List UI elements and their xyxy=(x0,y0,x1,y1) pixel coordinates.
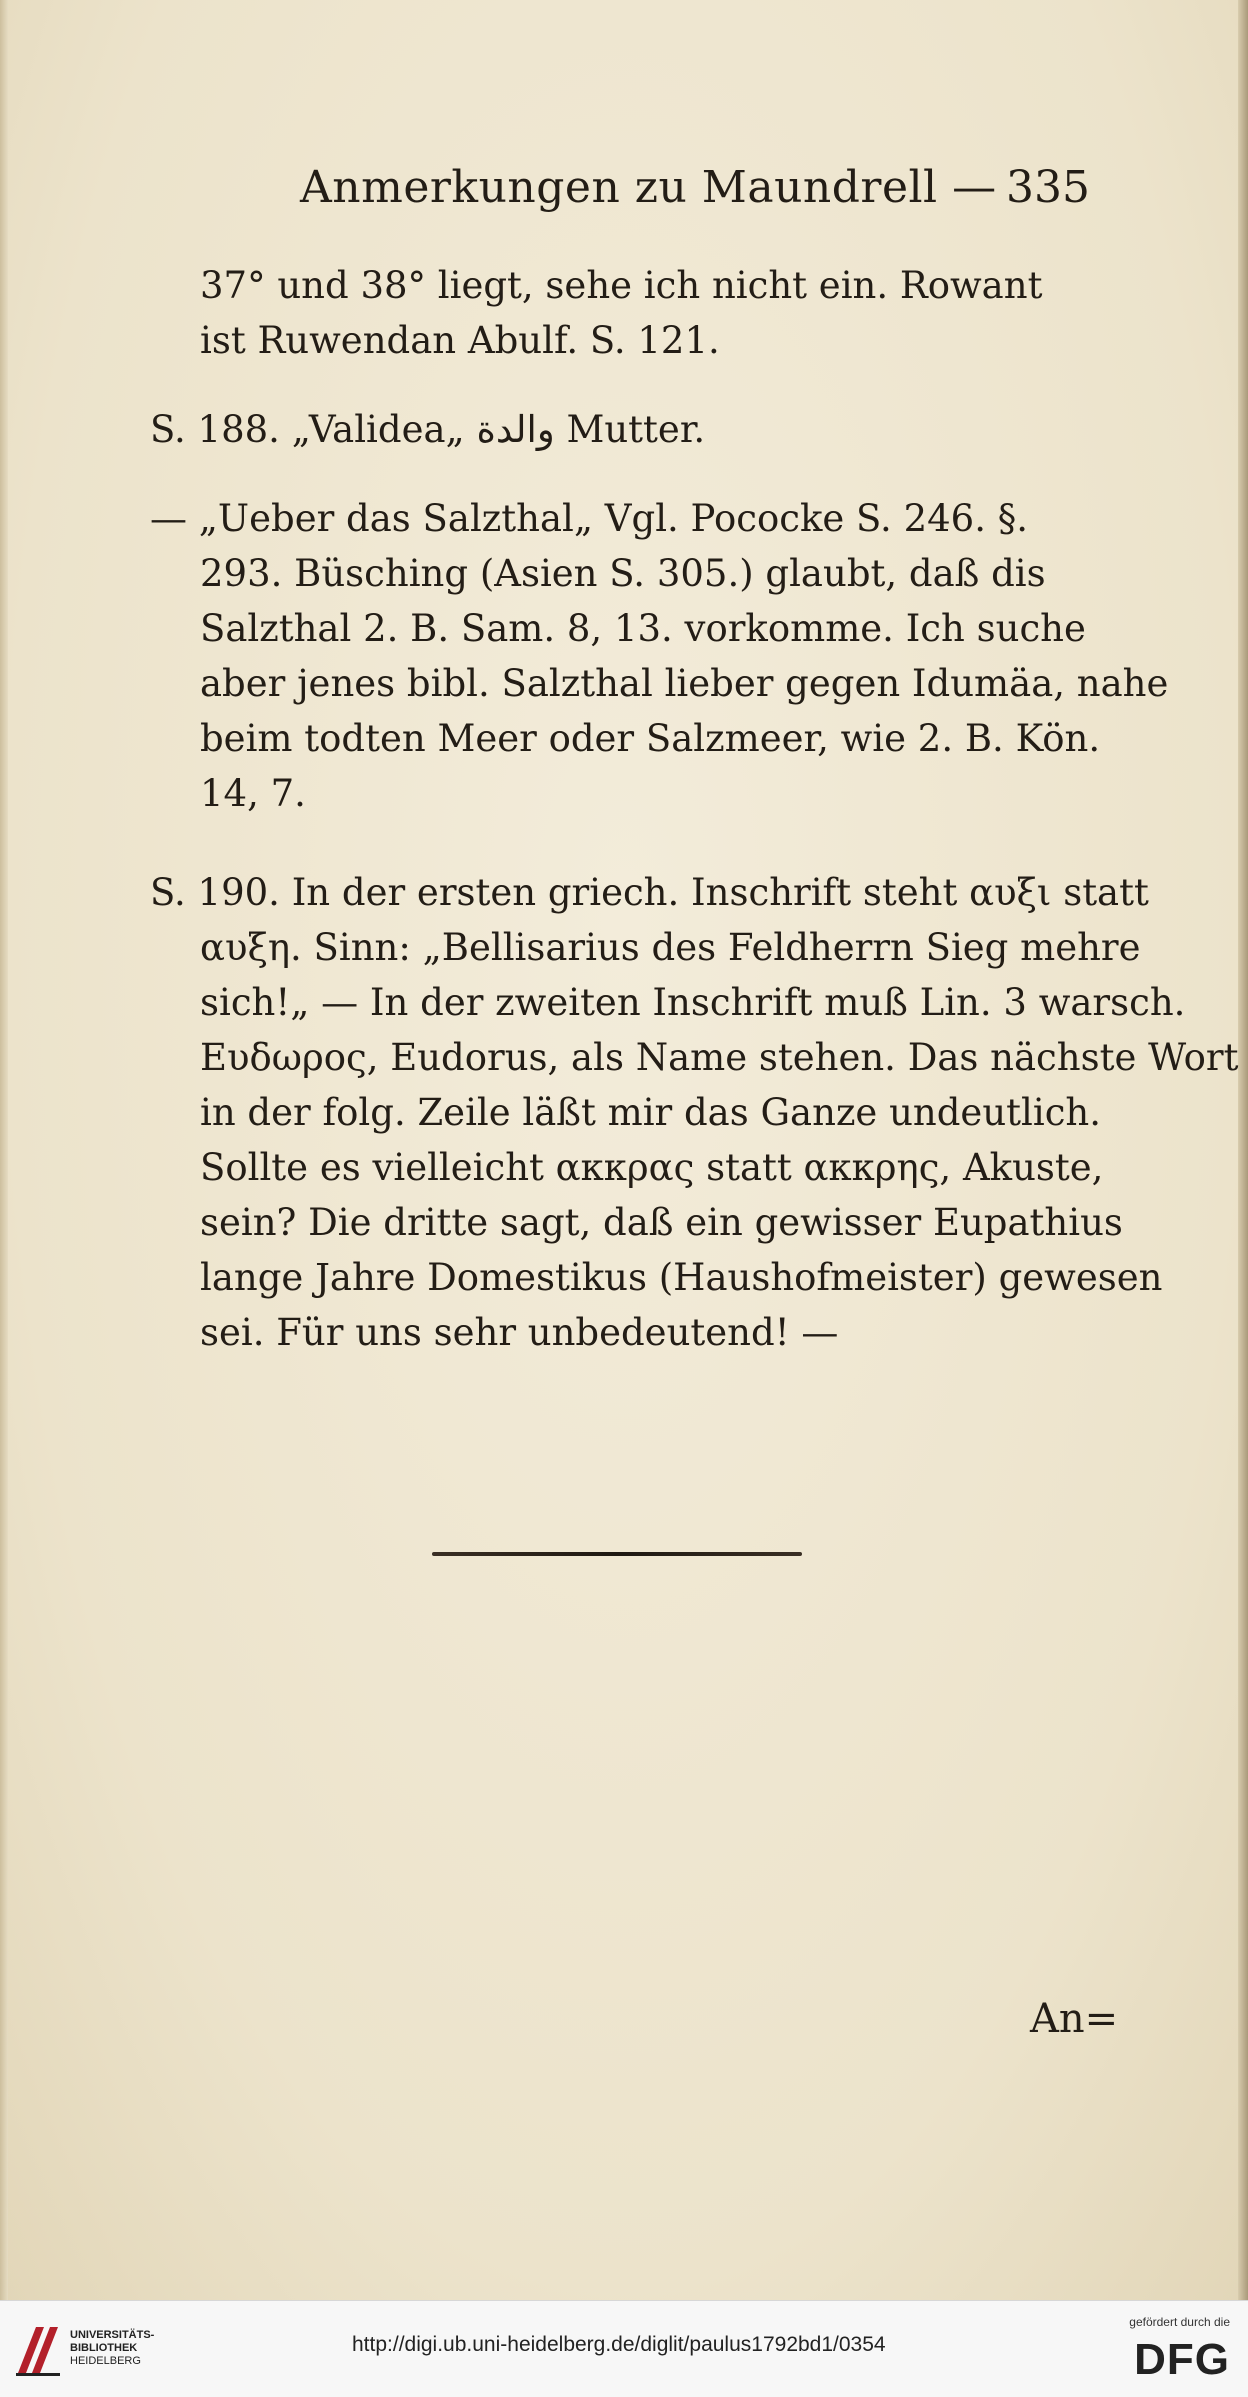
library-name-line: UNIVERSITÄTS- xyxy=(70,2329,155,2341)
text-line: aber jenes bibl. Salzthal lieber gegen Idumäa, nahe xyxy=(200,662,1169,705)
text-line: 14, 7. xyxy=(200,772,306,815)
text-line: sich!„ — In der zweiten Inschrift muß Lin. 3 warsch. xyxy=(200,981,1186,1024)
text-line: Salzthal 2. B. Sam. 8, 13. vorkomme. Ich suche xyxy=(200,607,1086,650)
dfg-logo: DFG xyxy=(1134,2335,1230,2384)
paragraph-4 xyxy=(150,865,1239,1360)
library-name-line: BIBLIOTHEK xyxy=(70,2342,138,2354)
text-line: Ευδωρος, Eudorus, als Name stehen. Das nächste Wort xyxy=(200,1036,1239,1079)
text-line: Sollte es vielleicht ακκρας statt ακκρης, Akuste, xyxy=(200,1146,1104,1189)
text-line: — „Ueber das Salzthal„ Vgl. Pococke S. 246. §. xyxy=(150,497,1028,540)
university-library-logo-icon xyxy=(14,2323,64,2377)
text-line: S. 190. In der ersten griech. Inschrift steht αυξι statt xyxy=(150,871,1149,914)
text-line: αυξη. Sinn: „Bellisarius des Feldherrn Sieg mehre xyxy=(200,926,1141,969)
page-edge-right xyxy=(1238,0,1248,2300)
text-line: S. 188. „Validea„ ‏والدة‎ Mutter. xyxy=(150,408,706,451)
library-name xyxy=(70,2329,154,2368)
page-edge-left xyxy=(0,0,8,2300)
paragraph-3 xyxy=(150,491,1169,821)
paragraph-1 xyxy=(150,258,1105,368)
text-line: in der folg. Zeile läßt mir das Ganze undeutlich. xyxy=(200,1091,1102,1134)
permalink-url[interactable]: http://digi.ub.uni-heidelberg.de/diglit/paulus1792bd1/0354 xyxy=(352,2333,886,2356)
catchword: An= xyxy=(1030,1996,1119,2042)
body-text xyxy=(150,258,1239,1360)
running-head-title: Anmerkungen zu Maundrell — xyxy=(300,162,997,213)
paragraph-2 xyxy=(150,402,1105,457)
library-name-line: HEIDELBERG xyxy=(70,2355,141,2367)
text-line: ist Ruwendan Abulf. S. 121. xyxy=(200,319,720,362)
running-head xyxy=(300,162,1090,232)
text-line: lange Jahre Domestikus (Haushofmeister) gewesen xyxy=(200,1256,1163,1299)
text-line: sei. Für uns sehr unbedeutend! — xyxy=(200,1311,839,1354)
section-divider-rule xyxy=(432,1552,802,1556)
text-line: beim todten Meer oder Salzmeer, wie 2. B. Kön. xyxy=(200,717,1101,760)
viewer-footer xyxy=(0,2300,1248,2397)
page-number: 335 xyxy=(1006,162,1090,213)
text-line: sein? Die dritte sagt, daß ein gewisser Eupathius xyxy=(200,1201,1123,1244)
text-line: 37° und 38° liegt, sehe ich nicht ein. Rowant xyxy=(200,264,1043,307)
funding-label: gefördert durch die xyxy=(1129,2315,1230,2329)
text-line: 293. Büsching (Asien S. 305.) glaubt, daß dis xyxy=(200,552,1046,595)
